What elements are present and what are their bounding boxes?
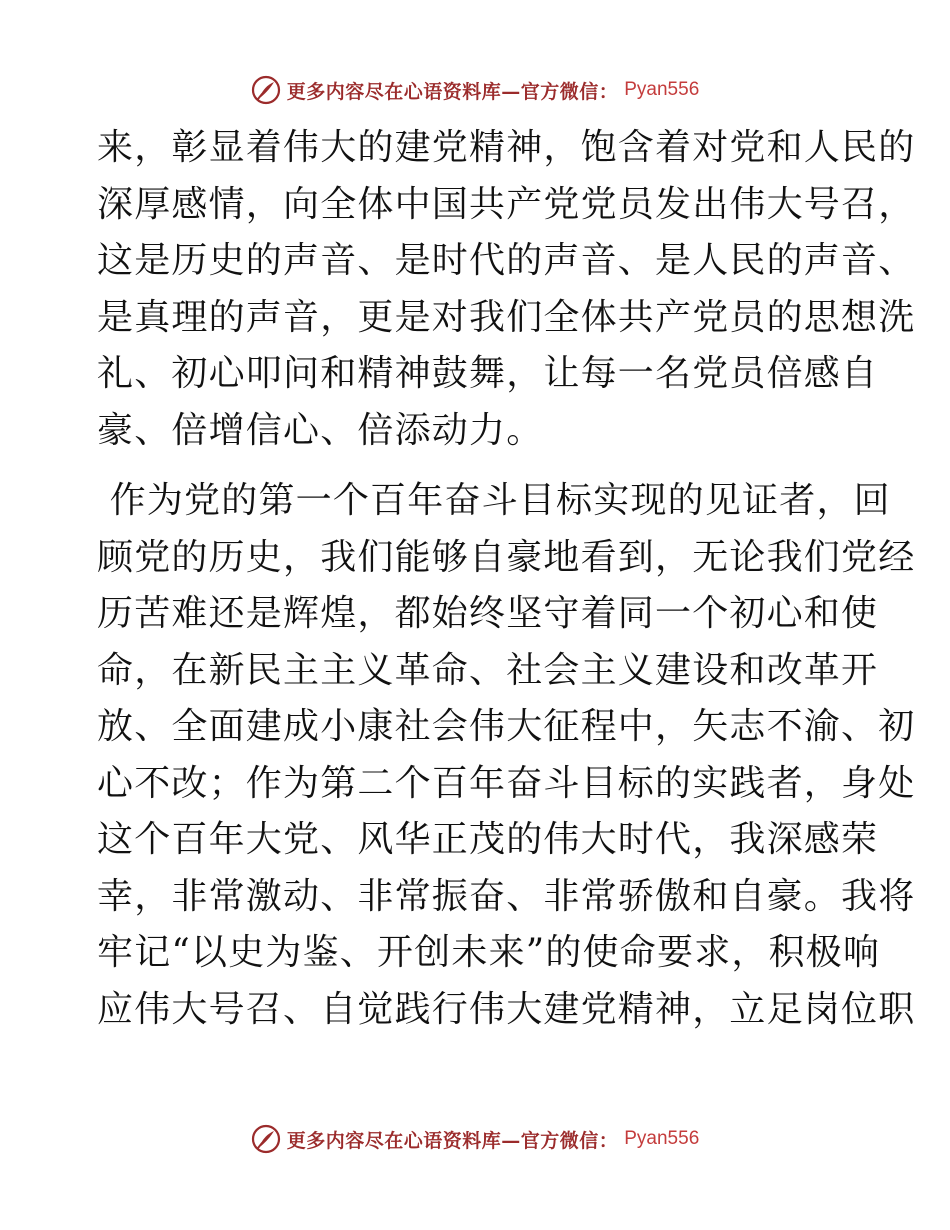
header-banner bbox=[0, 73, 950, 107]
text-line: 礼、初心叩问和精神鼓舞，让每一名党员倍感自 bbox=[97, 353, 879, 394]
text-line: 心不改；作为第二个百年奋斗目标的实践者，身处 bbox=[97, 762, 916, 804]
text-line: 作为党的第一个百年奋斗目标实现的见证者，回 bbox=[97, 480, 891, 521]
text-line: 这是历史的声音、是时代的声音、是人民的声音、 bbox=[97, 240, 916, 281]
document-body bbox=[97, 120, 916, 1038]
footer-banner-text: 更多内容尽在心语资料库—官方微信： bbox=[286, 1129, 619, 1152]
header-banner-text: 更多内容尽在心语资料库—官方微信： bbox=[286, 80, 619, 103]
text-line: 幸，非常激动、非常振奋、非常骄傲和自豪。我将 bbox=[97, 875, 916, 917]
quill-logo-icon bbox=[251, 75, 281, 105]
header-wechat-id: Pyan556 bbox=[624, 79, 700, 100]
text-line: 是真理的声音，更是对我们全体共产党员的思想洗 bbox=[97, 296, 916, 338]
text-line: 来，彰显着伟大的建党精神，饱含着对党和人民的 bbox=[97, 127, 916, 168]
footer-banner bbox=[0, 1122, 950, 1156]
text-line: 顾党的历史，我们能够自豪地看到，无论我们党经 bbox=[97, 536, 916, 578]
paragraph-2 bbox=[97, 473, 916, 1038]
text-line: 豪、倍增信心、倍添动力。 bbox=[97, 409, 544, 451]
quill-logo-icon bbox=[251, 1124, 281, 1154]
text-line: 应伟大号召、自觉践行伟大建党精神，立足岗位职 bbox=[97, 988, 916, 1030]
text-line: 深厚感情，向全体中国共产党党员发出伟大号召， bbox=[97, 183, 916, 225]
footer-wechat-id: Pyan556 bbox=[624, 1128, 700, 1149]
paragraph-1 bbox=[97, 120, 916, 459]
text-line: 历苦难还是辉煌，都始终坚守着同一个初心和使 bbox=[97, 593, 879, 634]
text-line: 命，在新民主主义革命、社会主义建设和改革开 bbox=[97, 649, 879, 691]
text-line: 这个百年大党、风华正茂的伟大时代，我深感荣 bbox=[97, 819, 879, 860]
text-line: 牢记“以史为鉴、开创未来”的使命要求，积极响 bbox=[97, 932, 881, 973]
text-line: 放、全面建成小康社会伟大征程中，矢志不渝、初 bbox=[97, 706, 916, 747]
